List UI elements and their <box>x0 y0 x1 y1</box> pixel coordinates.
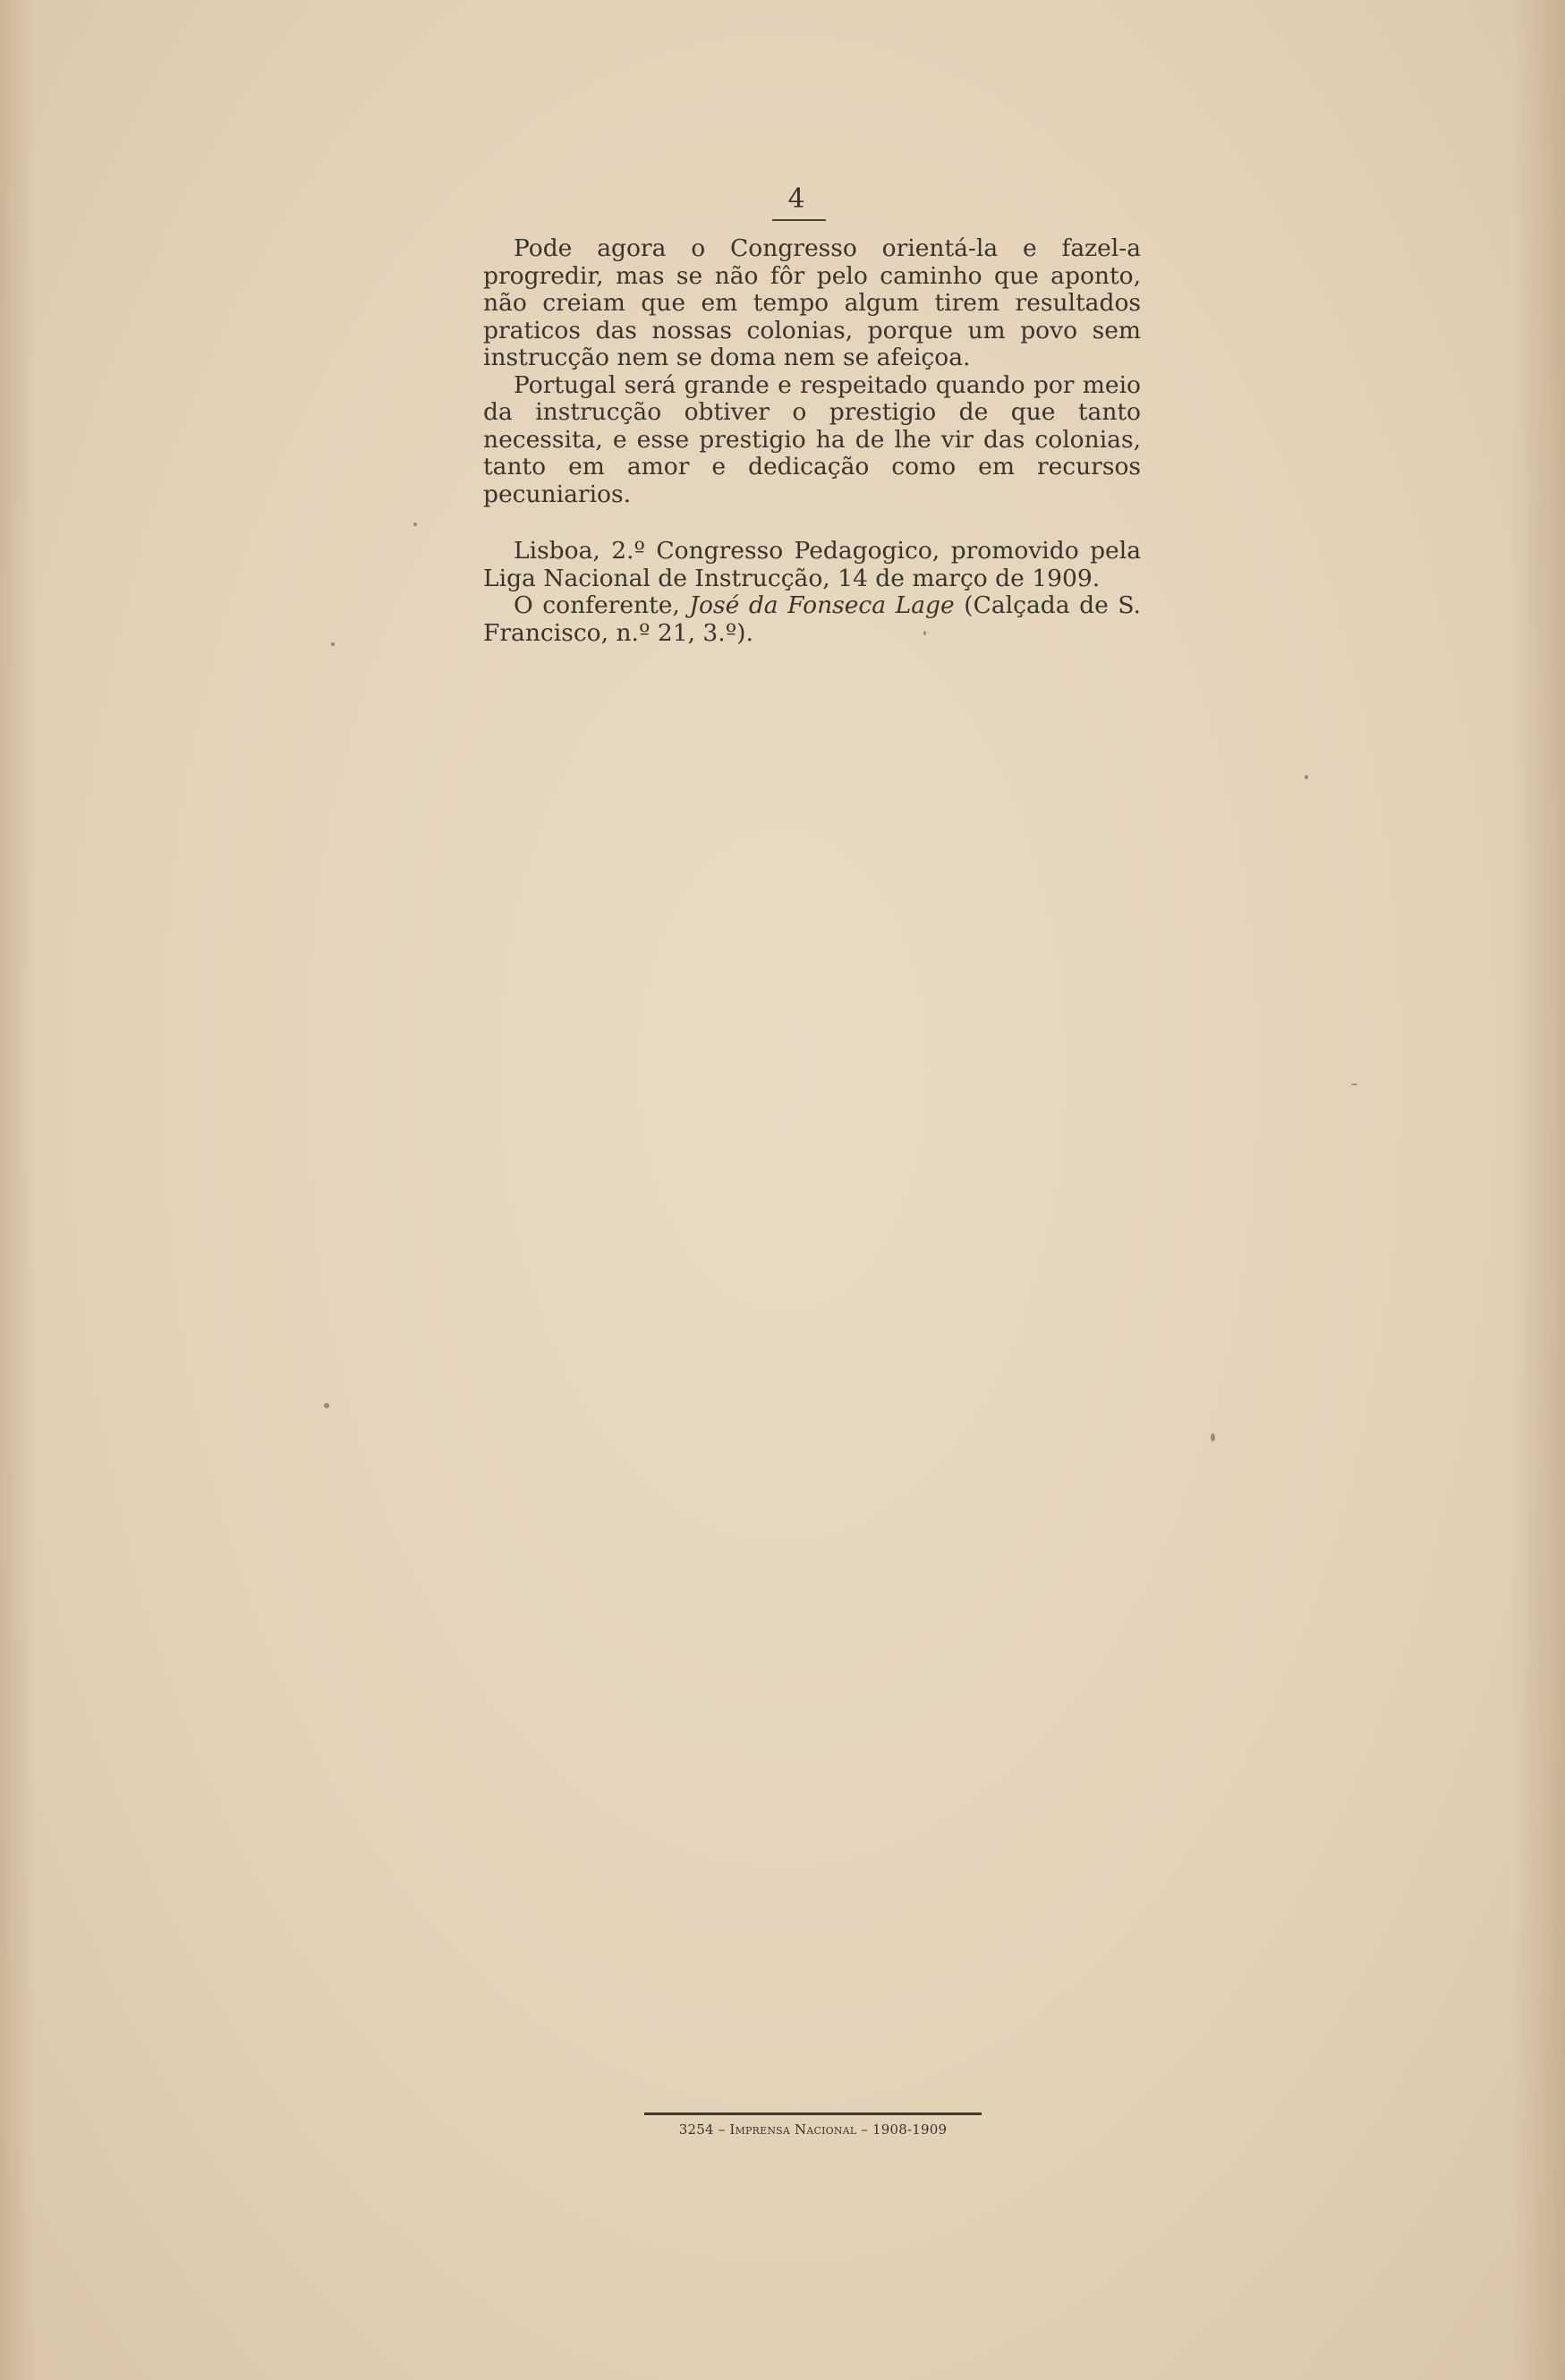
paragraph-signature <box>483 592 1141 647</box>
page-shadow-right <box>1511 0 1565 2380</box>
page-shadow-left <box>0 0 36 2380</box>
author-name: José da Fonseca Lage <box>689 591 955 619</box>
paper-speck <box>331 642 335 646</box>
paragraph-congresso: Pode agora o Congresso orientá-la e fazel-a progredir, mas se não fôr pelo caminho que aponto, não creiam que em tempo algum tirem resultados praticos das nossas colonias, porque um povo sem instrucção nem se doma nem se afeiçoa. <box>483 234 1141 371</box>
paper-speck <box>1211 1433 1215 1441</box>
paper-speck <box>413 523 417 526</box>
footer-rule <box>644 2112 982 2115</box>
paper-speck <box>1351 1084 1357 1085</box>
printer-colophon: 3254 – Imprensa Nacional – 1908-1909 <box>678 2121 948 2138</box>
page-number-rule <box>772 219 826 221</box>
paper-speck <box>923 631 926 635</box>
paper-speck <box>1305 775 1308 779</box>
author-address: (Calçada de S. Francisco, n.º 21, 3.º). <box>483 591 1141 647</box>
signature-prefix: O conferente, <box>514 591 680 619</box>
paragraph-portugal: Portugal será grande e respeitado quando por meio da instrucção obtiver o prestigio de que tanto necessita, e esse prestigio ha de lhe vir das colonias, tanto em amor e dedicação como em recursos pecuniarios. <box>483 370 1141 508</box>
paragraph-lisboa-dateline: Lisboa, 2.º Congresso Pedagogico, promovido pela Liga Nacional de Instrucção, 14 de março de 1909. <box>483 537 1141 592</box>
paper-speck <box>324 1403 329 1408</box>
colophon-press: Imprensa Nacional <box>729 2121 857 2138</box>
colophon-years: 1908-1909 <box>872 2121 948 2138</box>
body-text <box>483 235 1141 647</box>
page-number: 4 <box>787 183 805 215</box>
colophon-number: 3254 <box>678 2121 714 2138</box>
